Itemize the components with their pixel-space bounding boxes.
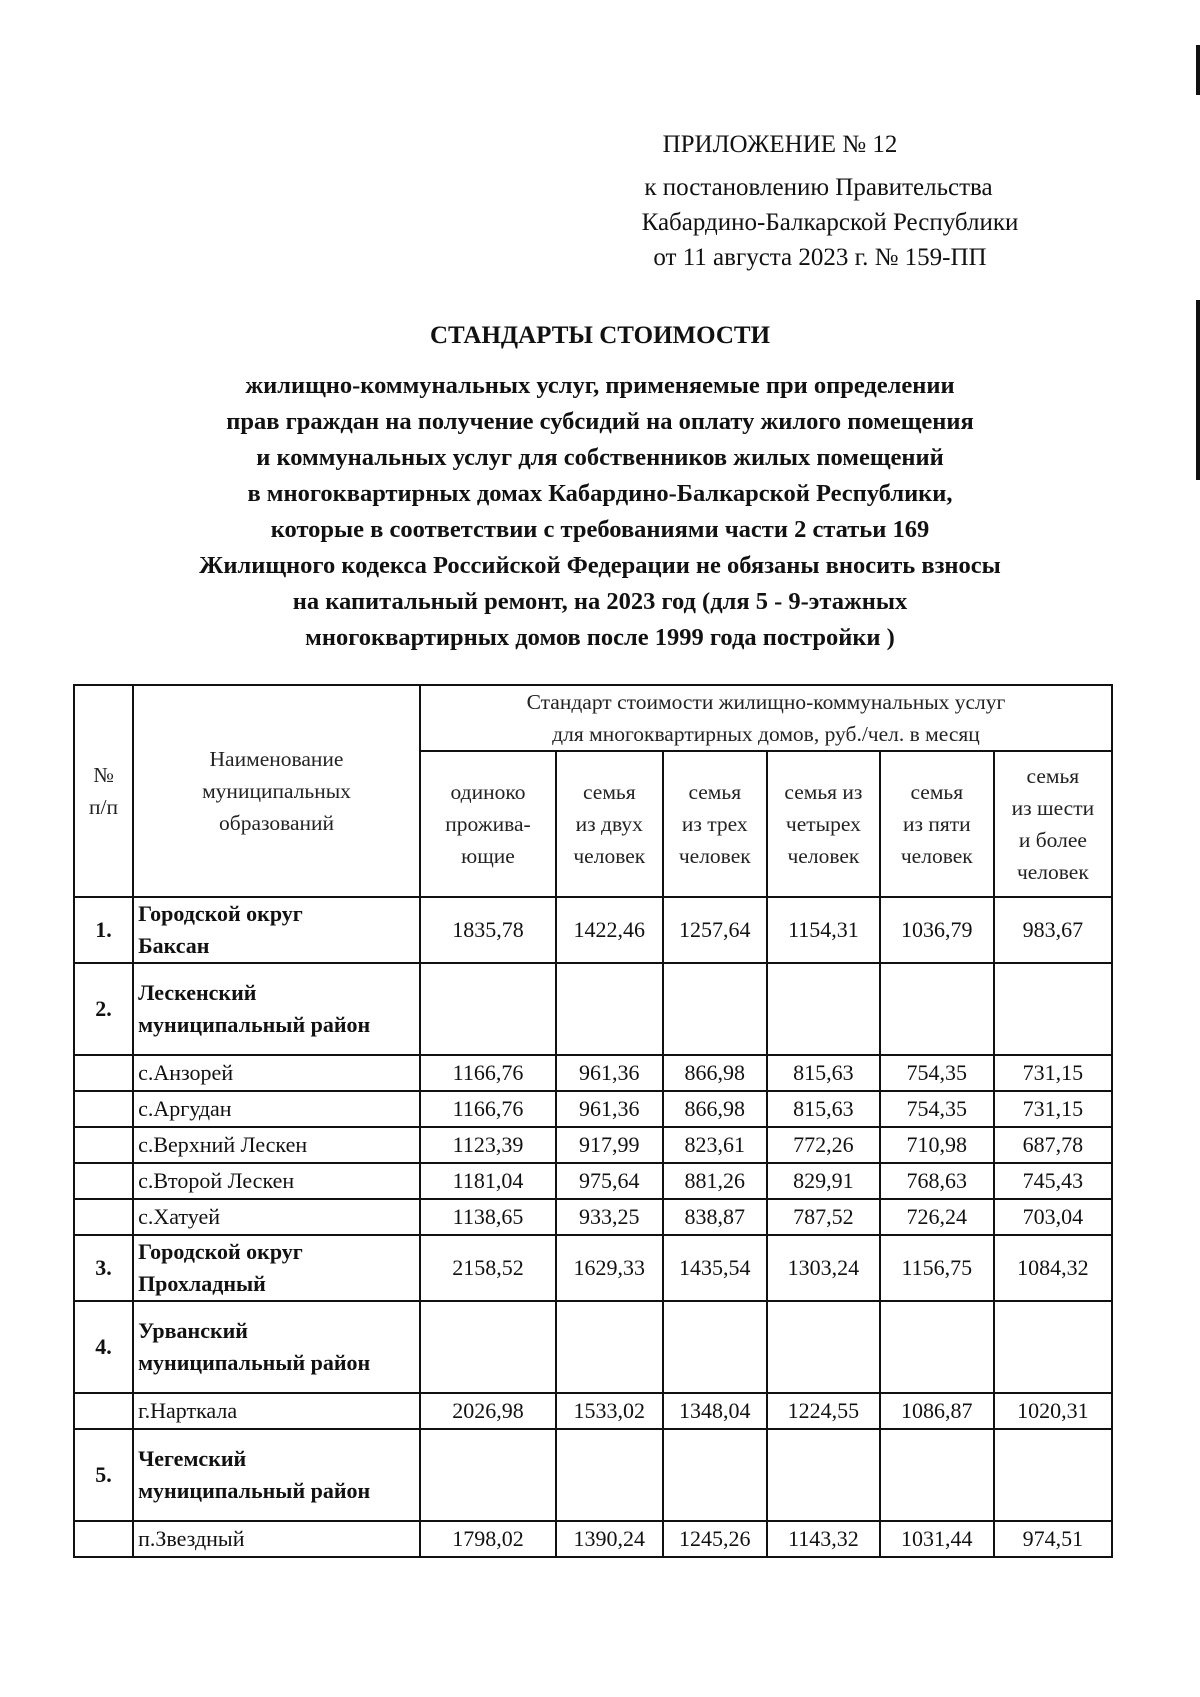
row-cost-value: 745,43: [994, 1163, 1112, 1199]
row-cost-value: [663, 963, 767, 1055]
subtitle-line: жилищно-коммунальных услуг, применяемые при определении: [245, 372, 955, 399]
row-cost-value: 787,52: [767, 1199, 880, 1235]
subtitle-line: которые в соответствии с требованиями части 2 статьи 169: [270, 516, 930, 543]
document-subtitle: [100, 368, 1100, 656]
row-cost-value: [556, 1429, 663, 1521]
table-row: [74, 1091, 1112, 1127]
row-cost-value: 917,99: [556, 1127, 663, 1163]
row-cost-value: 1390,24: [556, 1521, 663, 1557]
row-cost-value: [663, 1429, 767, 1521]
row-number: 3.: [74, 1235, 133, 1301]
row-cost-value: [767, 963, 880, 1055]
row-cost-value: [663, 1301, 767, 1393]
table-row: [74, 963, 1112, 1055]
row-number: [74, 1393, 133, 1429]
row-number: [74, 1055, 133, 1091]
row-municipality-name: п.Звездный: [133, 1521, 420, 1557]
table-row: [74, 1393, 1112, 1429]
row-cost-value: 1629,33: [556, 1235, 663, 1301]
row-cost-value: 933,25: [556, 1199, 663, 1235]
row-cost-value: 1143,32: [767, 1521, 880, 1557]
row-cost-value: 731,15: [994, 1055, 1112, 1091]
row-cost-value: 1031,44: [880, 1521, 994, 1557]
row-municipality-name: с.Верхний Лескен: [133, 1127, 420, 1163]
row-cost-value: 823,61: [663, 1127, 767, 1163]
subtitle-line: многоквартирных домов после 1999 года постройки ): [305, 624, 895, 651]
row-cost-value: 1435,54: [663, 1235, 767, 1301]
row-cost-value: 961,36: [556, 1091, 663, 1127]
row-cost-value: 1138,65: [420, 1199, 556, 1235]
row-cost-value: 726,24: [880, 1199, 994, 1235]
row-cost-value: 815,63: [767, 1091, 880, 1127]
row-cost-value: 1156,75: [880, 1235, 994, 1301]
row-municipality-name: с.Хатуей: [133, 1199, 420, 1235]
row-cost-value: 1224,55: [767, 1393, 880, 1429]
row-cost-value: 1533,02: [556, 1393, 663, 1429]
row-cost-value: 2026,98: [420, 1393, 556, 1429]
row-cost-value: 1303,24: [767, 1235, 880, 1301]
row-cost-value: [880, 963, 994, 1055]
table-row: [74, 1127, 1112, 1163]
row-cost-value: 1181,04: [420, 1163, 556, 1199]
row-cost-value: 1422,46: [556, 897, 663, 963]
header-family-size: семья из трех человек: [663, 751, 767, 897]
row-cost-value: 1036,79: [880, 897, 994, 963]
row-municipality-name: с.Второй Лескен: [133, 1163, 420, 1199]
table-row: [74, 1429, 1112, 1521]
table-row: [74, 1521, 1112, 1557]
table-row: [74, 1199, 1112, 1235]
row-cost-value: 772,26: [767, 1127, 880, 1163]
row-cost-value: 1154,31: [767, 897, 880, 963]
subtitle-line: в многоквартирных домах Кабардино-Балкарской Республики,: [247, 480, 953, 507]
appendix-republic-line: Кабардино-Балкарской Республики: [641, 209, 1019, 236]
appendix-decree-line: к постановлению Правительства: [644, 174, 993, 201]
row-cost-value: 1084,32: [994, 1235, 1112, 1301]
table-row: [74, 897, 1112, 963]
row-cost-value: [994, 963, 1112, 1055]
row-municipality-name: Городской округ Прохладный: [133, 1235, 420, 1301]
appendix-number: ПРИЛОЖЕНИЕ № 12: [662, 131, 898, 158]
row-cost-value: 2158,52: [420, 1235, 556, 1301]
row-cost-value: [420, 963, 556, 1055]
header-municipality: Наименование муниципальных образований: [133, 685, 420, 897]
table-row: [74, 1235, 1112, 1301]
row-cost-value: 815,63: [767, 1055, 880, 1091]
row-municipality-name: с.Анзорей: [133, 1055, 420, 1091]
row-cost-value: [420, 1301, 556, 1393]
row-cost-value: [556, 963, 663, 1055]
header-cost-standard: Стандарт стоимости жилищно-коммунальных услуг для многоквартирных домов, руб./чел. в месяц: [420, 685, 1112, 751]
row-cost-value: 829,91: [767, 1163, 880, 1199]
table-header-row: [74, 685, 1112, 751]
row-cost-value: 866,98: [663, 1055, 767, 1091]
header-family-size: семья из шести и более человек: [994, 751, 1112, 897]
header-number: № п/п: [74, 685, 133, 897]
row-number: 5.: [74, 1429, 133, 1521]
row-cost-value: [420, 1429, 556, 1521]
row-cost-value: 866,98: [663, 1091, 767, 1127]
row-cost-value: 974,51: [994, 1521, 1112, 1557]
row-cost-value: 768,63: [880, 1163, 994, 1199]
row-cost-value: 1835,78: [420, 897, 556, 963]
row-cost-value: [767, 1429, 880, 1521]
row-number: 2.: [74, 963, 133, 1055]
appendix-date-line: от 11 августа 2023 г. № 159-ПП: [653, 244, 987, 271]
table-row: [74, 1055, 1112, 1091]
row-municipality-name: Городской округ Баксан: [133, 897, 420, 963]
subtitle-line: прав граждан на получение субсидий на оплату жилого помещения: [226, 408, 974, 435]
row-number: [74, 1199, 133, 1235]
row-cost-value: 754,35: [880, 1055, 994, 1091]
cost-standards-table: [73, 684, 1113, 1558]
row-cost-value: [880, 1301, 994, 1393]
row-number: 1.: [74, 897, 133, 963]
row-cost-value: [556, 1301, 663, 1393]
document-title: СТАНДАРТЫ СТОИМОСТИ: [429, 322, 771, 349]
row-number: [74, 1127, 133, 1163]
row-cost-value: 754,35: [880, 1091, 994, 1127]
row-cost-value: 731,15: [994, 1091, 1112, 1127]
row-cost-value: 881,26: [663, 1163, 767, 1199]
row-cost-value: [767, 1301, 880, 1393]
row-cost-value: 1020,31: [994, 1393, 1112, 1429]
row-cost-value: [880, 1429, 994, 1521]
row-cost-value: 983,67: [994, 897, 1112, 963]
row-cost-value: 1086,87: [880, 1393, 994, 1429]
row-cost-value: 1123,39: [420, 1127, 556, 1163]
header-family-size: семья из двух человек: [556, 751, 663, 897]
scan-edge-mark: [1196, 300, 1200, 480]
subtitle-line: и коммунальных услуг для собственников жилых помещений: [256, 444, 944, 471]
header-family-size: семья из пяти человек: [880, 751, 994, 897]
row-number: 4.: [74, 1301, 133, 1393]
scan-edge-mark: [1196, 45, 1200, 95]
header-family-size: семья из четырех человек: [767, 751, 880, 897]
row-cost-value: 687,78: [994, 1127, 1112, 1163]
row-cost-value: [994, 1301, 1112, 1393]
row-cost-value: 975,64: [556, 1163, 663, 1199]
row-number: [74, 1521, 133, 1557]
row-cost-value: 710,98: [880, 1127, 994, 1163]
row-cost-value: 1348,04: [663, 1393, 767, 1429]
row-cost-value: 838,87: [663, 1199, 767, 1235]
row-cost-value: 1798,02: [420, 1521, 556, 1557]
row-municipality-name: Урванский муниципальный район: [133, 1301, 420, 1393]
row-cost-value: [994, 1429, 1112, 1521]
row-cost-value: 1166,76: [420, 1055, 556, 1091]
row-cost-value: 1257,64: [663, 897, 767, 963]
row-municipality-name: с.Аргудан: [133, 1091, 420, 1127]
subtitle-line: на капитальный ремонт, на 2023 год (для 5 - 9-этажных: [292, 588, 908, 615]
table-row: [74, 1163, 1112, 1199]
row-municipality-name: Чегемский муниципальный район: [133, 1429, 420, 1521]
row-municipality-name: г.Нарткала: [133, 1393, 420, 1429]
row-number: [74, 1163, 133, 1199]
row-number: [74, 1091, 133, 1127]
subtitle-line: Жилищного кодекса Российской Федерации не обязаны вносить взносы: [199, 552, 1001, 579]
table-row: [74, 1301, 1112, 1393]
row-cost-value: 703,04: [994, 1199, 1112, 1235]
row-cost-value: 1245,26: [663, 1521, 767, 1557]
header-family-size: одиноко прожива- ющие: [420, 751, 556, 897]
row-municipality-name: Лескенский муниципальный район: [133, 963, 420, 1055]
row-cost-value: 1166,76: [420, 1091, 556, 1127]
row-cost-value: 961,36: [556, 1055, 663, 1091]
